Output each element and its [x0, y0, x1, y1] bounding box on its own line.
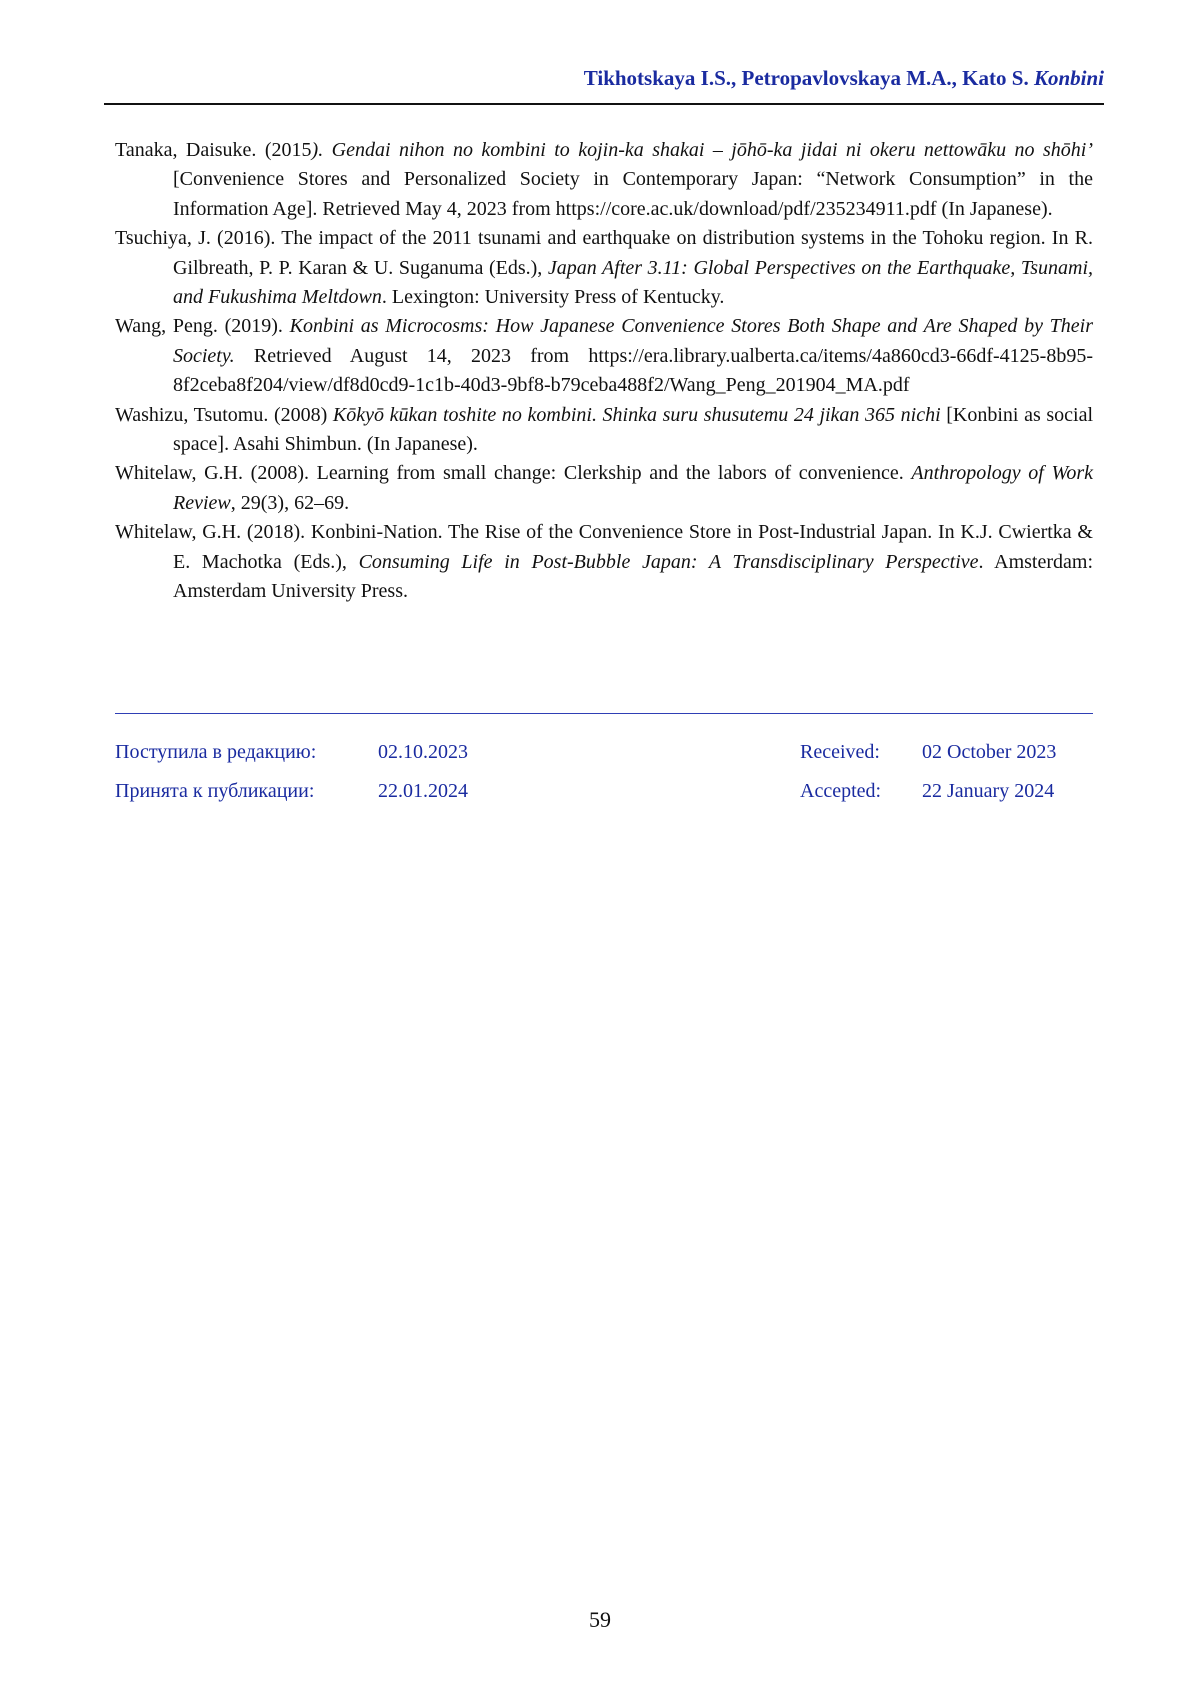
reference-list — [115, 136, 1093, 607]
running-header-authors: Tikhotskaya I.S., Petropavlovskaya M.A., Kato S. — [583, 66, 1029, 90]
reference-text: . Amsterdam: Amsterdam University Press. — [173, 550, 1094, 603]
en-accepted-value: 22 January 2024 — [922, 780, 1055, 802]
reference-italic-title: Japan After 3.11: Global Perspectives on the Earthquake, Tsunami, and Fukushima Meltdown — [173, 256, 1093, 309]
en-accepted-label: Accepted: — [800, 780, 882, 802]
en-received-label: Received: — [800, 741, 880, 763]
reference-italic-title: Kōkyō kūkan toshite no kombini. Shinka suru shusutemu 24 jikan 365 nichi — [332, 403, 941, 426]
reference-entry — [115, 312, 1093, 400]
reference-text: Whitelaw, G.H. (2008). Learning from small change: Clerkship and the labors of convenience. — [115, 462, 912, 485]
en-received-value: 02 October 2023 — [922, 741, 1057, 763]
page-number: 59 — [589, 1607, 611, 1632]
reference-text: , 29(3), 62–69. — [230, 491, 350, 514]
reference-entry — [115, 136, 1093, 224]
ru-accepted-value: 22.01.2024 — [378, 780, 468, 802]
dates-divider — [115, 713, 1093, 714]
reference-text: Wang, Peng. (2019). — [115, 315, 290, 338]
ru-received-label: Поступила в редакцию: — [115, 741, 317, 763]
reference-entry — [115, 518, 1093, 606]
reference-entry — [115, 224, 1093, 312]
reference-text: Tanaka, Daisuke. (2015 — [115, 139, 312, 161]
reference-text: Whitelaw, G.H. (2018). Konbini-Nation. The Rise of the Convenience Store in Post-Industrial Japan. In K.J. Cwiertka & E. Machotka (Eds.), — [115, 521, 1093, 573]
reference-italic-title: Consuming Life in Post-Bubble Japan: A Transdisciplinary Perspective — [358, 550, 979, 573]
reference-italic-title: ). Gendai nihon no kombini to kojin-ka shakai – jōhō-ka jidai ni okeru nettowāku no shōhi’ — [311, 139, 1093, 161]
reference-italic-title: Anthropology of Work Review — [173, 462, 1094, 514]
reference-text: Retrieved August 14, 2023 from https://era.library.ualberta.ca/items/4a860cd3-66df-4125-8b95-8f2ceba8f204/view/df8d0cd9-1c1b-40d3-9bf8-b79ceba488f2/Wang_Peng_201904_MA.pdf — [173, 344, 1093, 397]
reference-text: [Convenience Stores and Personalized Society in Contemporary Japan: “Network Consumption” in the Information Age]. Retrieved May 4, 2023 from https://core.ac.uk/download/pdf/235234911.pdf (In Japanese). — [173, 168, 1093, 220]
reference-entry — [115, 459, 1093, 518]
running-header — [104, 66, 1104, 91]
reference-italic-title: Konbini as Microcosms: How Japanese Convenience Stores Both Shape and Are Shaped by Their Society. — [173, 315, 1093, 367]
ru-accepted-label: Принята к публикации: — [115, 780, 315, 802]
reference-text: Washizu, Tsutomu. (2008) — [115, 403, 333, 426]
reference-text: Tsuchiya, J. (2016). The impact of the 2011 tsunami and earthquake on distribution systems in the Tohoku region. In R. Gilbreath, P. P. Karan & U. Suganuma (Eds.), — [115, 227, 1093, 279]
running-header-title: Konbini — [1033, 66, 1104, 90]
ru-received-value: 02.10.2023 — [378, 741, 468, 763]
reference-text: . Lexington: University Press of Kentucky. — [381, 286, 725, 309]
header-divider — [104, 103, 1104, 105]
reference-text: [Konbini as social space]. Asahi Shimbun. (In Japanese). — [173, 403, 1093, 456]
reference-entry — [115, 401, 1093, 460]
